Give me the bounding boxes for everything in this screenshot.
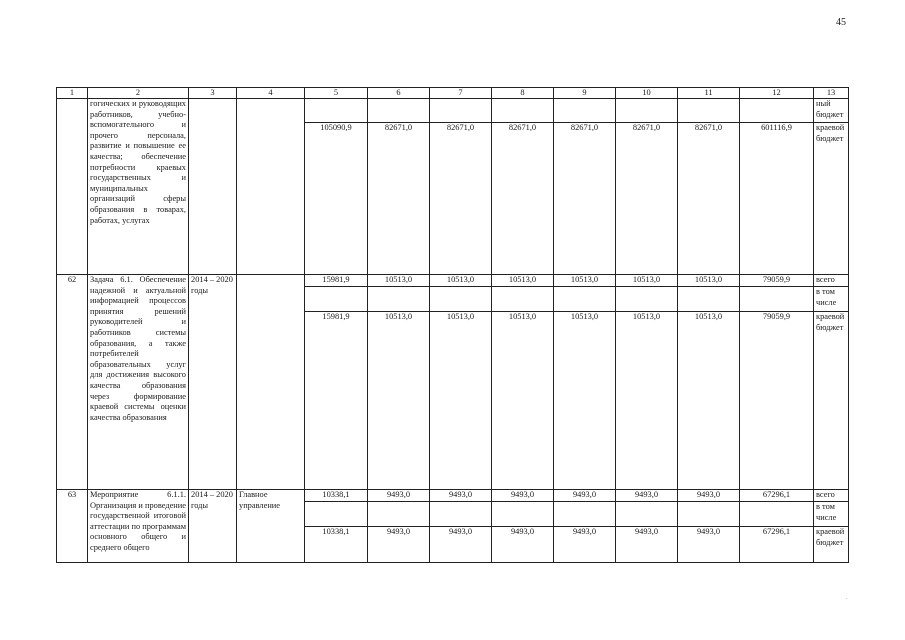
value-cell: 9493,0 bbox=[492, 490, 554, 502]
value-cell bbox=[430, 324, 492, 490]
value-cell: 9493,0 bbox=[678, 490, 740, 502]
source-cell: краевой бюджет bbox=[814, 123, 849, 275]
value-cell: 82671,0 bbox=[492, 123, 554, 135]
source-cell: краевой бюджет bbox=[814, 312, 849, 490]
value-cell bbox=[492, 502, 554, 527]
value-cell: 9493,0 bbox=[492, 527, 554, 539]
value-cell bbox=[554, 502, 616, 527]
value-cell: 10513,0 bbox=[368, 312, 430, 324]
value-cell bbox=[430, 99, 492, 123]
row-number-cell: 62 bbox=[57, 275, 88, 490]
period-cell: 2014 – 2020 годы bbox=[189, 490, 237, 563]
value-cell bbox=[305, 502, 368, 527]
executor-cell bbox=[237, 99, 305, 275]
header-cell: 5 bbox=[305, 88, 368, 99]
budget-table bbox=[56, 87, 849, 563]
value-cell bbox=[616, 287, 678, 312]
value-cell: 9493,0 bbox=[430, 527, 492, 539]
row-number-cell bbox=[57, 99, 88, 275]
value-cell: 9493,0 bbox=[554, 490, 616, 502]
measure-description: гогических и руководящих работников, учебно-вспомогательного и прочего персонала, развитие и повышение ее качества; обеспечение потребности краевых государственных и муниципальных организаций сферы образования в товарах, работах, услугах bbox=[88, 99, 189, 275]
value-cell bbox=[430, 135, 492, 275]
header-cell: 4 bbox=[237, 88, 305, 99]
value-cell: 10513,0 bbox=[616, 312, 678, 324]
header-cell: 8 bbox=[492, 88, 554, 99]
source-cell: в том числе bbox=[814, 502, 849, 527]
value-cell bbox=[740, 502, 814, 527]
value-cell bbox=[678, 539, 740, 563]
value-cell: 79059,9 bbox=[740, 275, 814, 287]
period-cell bbox=[189, 99, 237, 275]
executor-cell: Главное управление bbox=[237, 490, 305, 563]
header-cell: 7 bbox=[430, 88, 492, 99]
value-cell bbox=[740, 99, 814, 123]
value-cell: 79059,9 bbox=[740, 312, 814, 324]
value-cell: 67296,1 bbox=[740, 490, 814, 502]
header-cell: 2 bbox=[88, 88, 189, 99]
value-cell: 82671,0 bbox=[554, 123, 616, 135]
value-cell: 15981,9 bbox=[305, 312, 368, 324]
value-cell: 82671,0 bbox=[368, 123, 430, 135]
value-cell bbox=[678, 324, 740, 490]
value-cell bbox=[305, 287, 368, 312]
value-cell bbox=[430, 539, 492, 563]
value-cell: 9493,0 bbox=[430, 490, 492, 502]
value-cell: 82671,0 bbox=[430, 123, 492, 135]
value-cell bbox=[368, 99, 430, 123]
header-cell: 9 bbox=[554, 88, 616, 99]
value-cell bbox=[430, 287, 492, 312]
value-cell: 15981,9 bbox=[305, 275, 368, 287]
header-cell: 1 bbox=[57, 88, 88, 99]
value-cell: 9493,0 bbox=[368, 527, 430, 539]
source-cell: краевой бюджет bbox=[814, 527, 849, 563]
measure-description: Задача 6.1. Обеспечение надежной и актуальной информацией процессов принятия решений руководителей и работников системы образования, а также потребителей образовательных услуг для достижения высокого качества образования через формирование краевой системы оценки качества образования bbox=[88, 275, 189, 490]
header-cell: 12 bbox=[740, 88, 814, 99]
value-cell: 10513,0 bbox=[368, 275, 430, 287]
value-cell bbox=[740, 135, 814, 275]
executor-cell bbox=[237, 275, 305, 490]
value-cell bbox=[305, 135, 368, 275]
value-cell: 105090,9 bbox=[305, 123, 368, 135]
value-cell bbox=[368, 135, 430, 275]
value-cell: 9493,0 bbox=[554, 527, 616, 539]
value-cell bbox=[678, 287, 740, 312]
value-cell bbox=[368, 539, 430, 563]
value-cell bbox=[368, 502, 430, 527]
value-cell bbox=[430, 502, 492, 527]
source-cell: всего bbox=[814, 490, 849, 502]
header-cell: 13 bbox=[814, 88, 849, 99]
value-cell bbox=[554, 539, 616, 563]
value-cell: 9493,0 bbox=[678, 527, 740, 539]
header-cell: 11 bbox=[678, 88, 740, 99]
value-cell: 82671,0 bbox=[678, 123, 740, 135]
value-cell bbox=[554, 99, 616, 123]
value-cell bbox=[305, 539, 368, 563]
value-cell bbox=[554, 287, 616, 312]
value-cell bbox=[554, 324, 616, 490]
value-cell: 10513,0 bbox=[616, 275, 678, 287]
source-cell: в том числе bbox=[814, 287, 849, 312]
value-cell bbox=[368, 324, 430, 490]
value-cell: 10513,0 bbox=[492, 312, 554, 324]
source-cell: ный бюджет bbox=[814, 99, 849, 123]
value-cell: 601116,9 bbox=[740, 123, 814, 135]
value-cell bbox=[678, 135, 740, 275]
value-cell: 10513,0 bbox=[492, 275, 554, 287]
value-cell: 10513,0 bbox=[554, 275, 616, 287]
value-cell bbox=[678, 502, 740, 527]
value-cell bbox=[616, 135, 678, 275]
value-cell bbox=[492, 287, 554, 312]
value-cell bbox=[492, 99, 554, 123]
period-cell: 2014 – 2020 годы bbox=[189, 275, 237, 490]
value-cell: 82671,0 bbox=[616, 123, 678, 135]
value-cell: 9493,0 bbox=[616, 490, 678, 502]
value-cell: 10513,0 bbox=[678, 312, 740, 324]
source-cell: всего bbox=[814, 275, 849, 287]
value-cell bbox=[492, 324, 554, 490]
scan-mark: . bbox=[846, 595, 848, 601]
row-number-cell: 63 bbox=[57, 490, 88, 563]
value-cell bbox=[616, 324, 678, 490]
header-cell: 10 bbox=[616, 88, 678, 99]
value-cell: 9493,0 bbox=[368, 490, 430, 502]
value-cell bbox=[368, 287, 430, 312]
value-cell bbox=[554, 135, 616, 275]
value-cell bbox=[740, 287, 814, 312]
header-cell: 3 bbox=[189, 88, 237, 99]
value-cell: 10513,0 bbox=[554, 312, 616, 324]
page-number: 45 bbox=[836, 17, 846, 28]
measure-description: Мероприятие 6.1.1. Организация и проведение государственной итоговой аттестации по программам основного общего и среднего общего bbox=[88, 490, 189, 563]
value-cell: 10338,1 bbox=[305, 490, 368, 502]
value-cell bbox=[740, 539, 814, 563]
table-row bbox=[57, 99, 849, 123]
value-cell: 9493,0 bbox=[616, 527, 678, 539]
table-row bbox=[57, 490, 849, 502]
value-cell bbox=[616, 539, 678, 563]
value-cell bbox=[616, 99, 678, 123]
value-cell bbox=[492, 539, 554, 563]
header-row bbox=[57, 88, 849, 99]
table-row bbox=[57, 275, 849, 287]
value-cell bbox=[492, 135, 554, 275]
header-cell: 6 bbox=[368, 88, 430, 99]
value-cell: 10338,1 bbox=[305, 527, 368, 539]
value-cell bbox=[616, 502, 678, 527]
value-cell: 67296,1 bbox=[740, 527, 814, 539]
value-cell: 10513,0 bbox=[430, 312, 492, 324]
value-cell: 10513,0 bbox=[678, 275, 740, 287]
value-cell bbox=[305, 324, 368, 490]
value-cell bbox=[305, 99, 368, 123]
value-cell bbox=[740, 324, 814, 490]
value-cell: 10513,0 bbox=[430, 275, 492, 287]
value-cell bbox=[678, 99, 740, 123]
